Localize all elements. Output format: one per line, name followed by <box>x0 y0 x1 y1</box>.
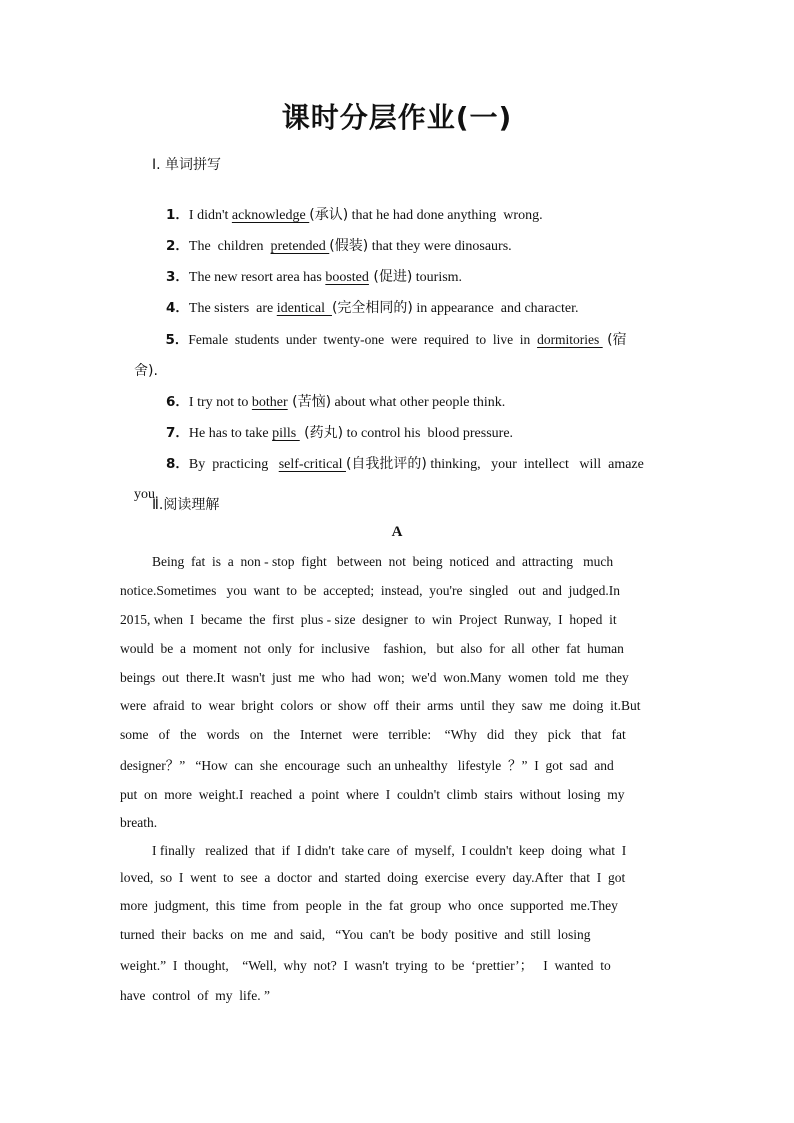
vocab-item-6: 6．I try not to bother (苦恼) about what other people think. <box>166 394 506 410</box>
answer-text: pills <box>272 426 300 441</box>
passage-line: 2015, when I became the first plus - size designer to win Project Runway, I hoped it <box>120 612 617 627</box>
passage-line: put on more weight.I reached a point where I couldn't climb stairs without losing my <box>120 787 625 802</box>
answer-text: identical <box>276 301 332 316</box>
vocab-item-1: 1．I didn't acknowledge (承认) that he had done anything wrong. <box>166 207 543 223</box>
passage-line: have control of my life. ” <box>120 988 270 1003</box>
passage-line: some of the words on the Internet were terrible: “Why did they pick that fat <box>120 727 626 742</box>
passage-label: A <box>391 524 403 540</box>
vocab-item-8: 8．By practicing self-critical (自我批评的) thinking, your intellect will amaze <box>166 456 644 472</box>
passage-line: loved, so I went to see a doctor and started doing exercise every day.After that I got <box>120 870 626 885</box>
answer-text: self-critical <box>278 457 346 472</box>
item-number: 5． <box>165 332 189 348</box>
answer-text: dormitories <box>537 332 603 347</box>
item-number: 7． <box>166 425 189 441</box>
answer-text: bother <box>251 395 288 410</box>
item-number: 1． <box>166 207 189 223</box>
passage-line: I finally realized that if I didn't take care of myself, I couldn't keep doing what I <box>152 843 627 858</box>
passage-line: Being fat is a non - stop fight between not being noticed and attracting much <box>152 554 614 569</box>
vocab-item-7: 7．He has to take pills (药丸) to control his blood pressure. <box>166 425 514 441</box>
passage-line: turned their backs on me and said, “You can't be body positive and still losing <box>120 927 591 942</box>
passage-line: designer？” “How can she encourage such an unhealthy lifestyle ？” I got sad and <box>120 758 614 773</box>
item-number: 4． <box>166 300 189 316</box>
passage-line: breath. <box>120 815 158 830</box>
section-heading-reading: Ⅱ.阅读理解 <box>152 497 220 513</box>
passage-line: weight.” I thought, “Well, why not? I wasn't trying to be ‘prettier’； I wanted to <box>120 958 611 973</box>
answer-text: acknowledge <box>231 208 310 223</box>
passage-line: notice.Sometimes you want to be accepted; instead, you're singled out and judged.In <box>120 583 620 598</box>
vocab-item-2: 2．The children pretended (假装) that they were dinosaurs. <box>166 238 512 254</box>
vocab-item-5-continued: 舍). <box>134 363 158 379</box>
passage-line: would be a moment not only for inclusive fashion, but also for all other fat human <box>120 641 624 656</box>
passage-line: beings out there.It wasn't just me who had won; we'd won.Many women told me they <box>120 670 629 685</box>
answer-text: pretended <box>270 239 330 254</box>
answer-text: boosted <box>325 270 369 285</box>
vocab-item-4: 4．The sisters are identical (完全相同的) in appearance and character. <box>166 300 579 316</box>
item-number: 3． <box>166 269 189 285</box>
vocab-item-5: 5．Female students under twenty-one were required to live in dormitories (宿 <box>165 332 627 348</box>
page-title: 课时分层作业(一) <box>281 101 513 134</box>
passage-line: more judgment, this time from people in the fat group who once supported me.They <box>120 898 618 913</box>
passage-line: were afraid to wear bright colors or show off their arms until they saw me doing it.But <box>120 698 641 713</box>
item-number: 6． <box>166 394 189 410</box>
vocab-item-3: 3．The new resort area has boosted (促进) tourism. <box>166 269 463 285</box>
item-number: 8． <box>166 456 189 472</box>
section-heading-spelling: Ⅰ. 单词拼写 <box>152 157 222 173</box>
item-number: 2． <box>166 238 189 254</box>
vocab-item-8-continued: you. <box>134 487 159 502</box>
